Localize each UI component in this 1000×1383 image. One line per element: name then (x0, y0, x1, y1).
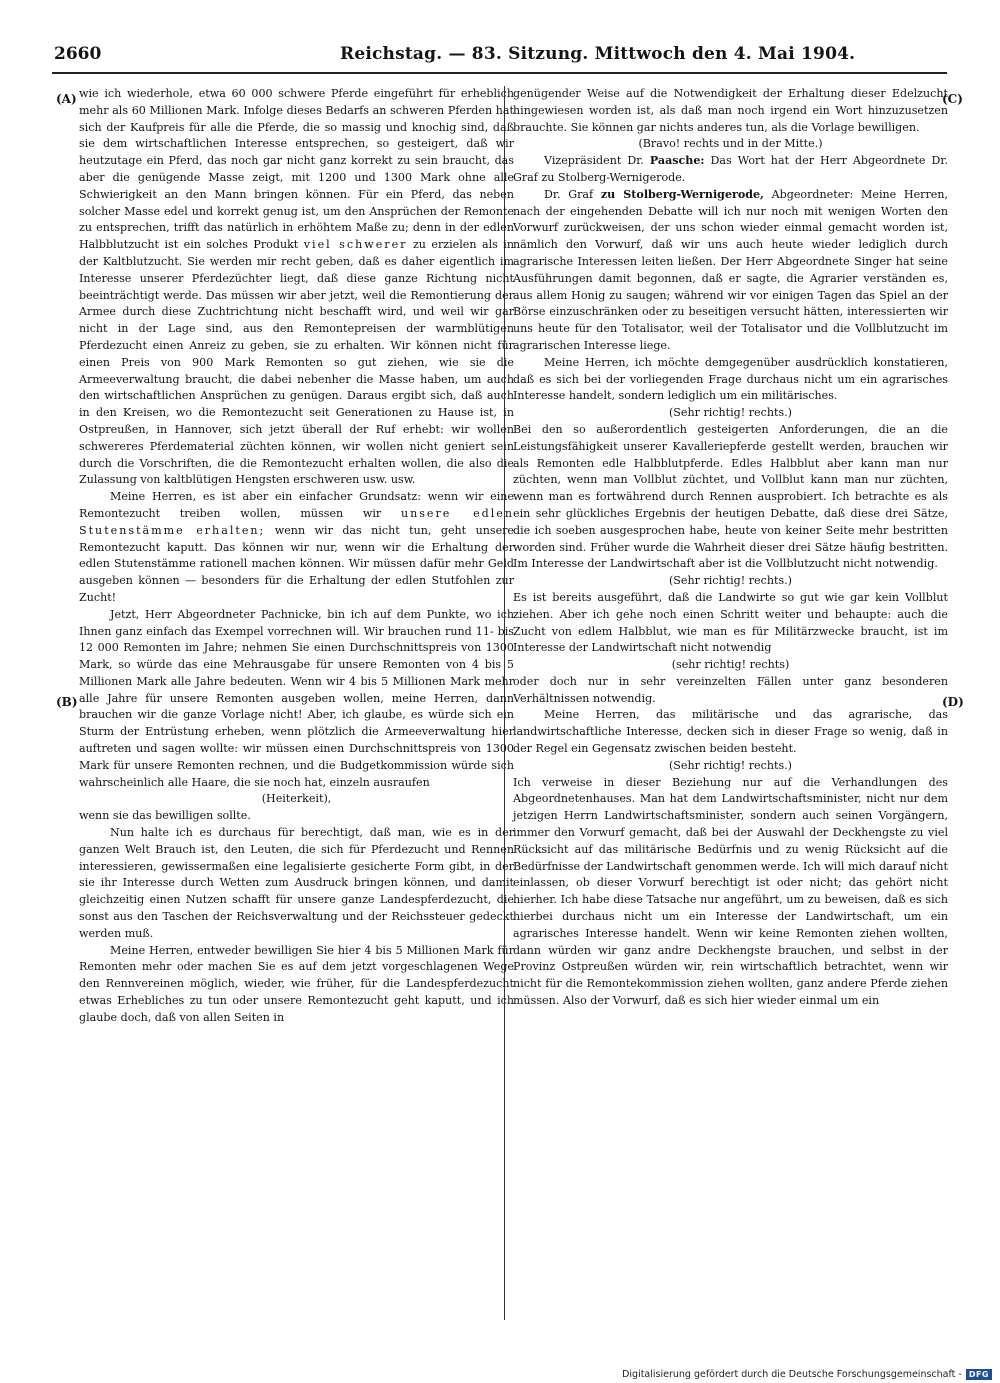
speaker-paragraph: Vizepräsident Dr. Paasche: Das Wort hat der Herr Abgeordnete Dr. Graf zu Stolberg-Wernigerode. (513, 154, 948, 184)
dfg-logo: DFG (966, 1369, 992, 1380)
paragraph: wenn sie das bewilligen sollte. (79, 809, 251, 823)
paragraph: Jetzt, Herr Abgeordneter Pachnicke, bin ich auf dem Punkte, wo ich Ihnen ganz einfach das Exempel vorrechnen will. Wir brauchen rund 11- bis 12 000 Remonten im Jahre; nehmen Sie einen Durchschnittspreis von 1300 Mark, so würde das eine Mehrausgabe für unsere Remonten von 4 bis 5 Millionen Mark alle Jahre bedeuten. Wenn wir 4 bis 5 Millionen Mark mehr alle Jahre für unsere Remonten ausgeben wollen, meine Herren, dann brauchen wir die ganze Vorlage nicht! Aber, ich glaube, es würde sich ein Sturm der Entrüstung erheben, wenn plötzlich die Armeeverwaltung hier auftreten und sagen wollte: wir müssen einen Durchschnittspreis von 1300 Mark für unsere Remonten rechnen, und die Budgetkommission würde sich wahrscheinlich alle Haare, die sie noch hat, einzeln ausraufen (79, 607, 514, 789)
interjection: (Sehr richtig! rechts.) (668, 406, 792, 420)
paragraph: Meine Herren, das militärische und das agrarische, das landwirtschaftliche Interesse, decken sich in dieser Frage so wenig, daß in der Regel ein Gegensatz zwischen beiden besteht. (513, 708, 948, 756)
margin-mark-d: (D) (942, 695, 964, 709)
interjection: (sehr richtig! rechts) (671, 658, 790, 672)
paragraph: Ich verweise in dieser Beziehung nur auf die Verhandlungen des Abgeordnetenhauses. Man hat dem Landwirtschaftsminister, nicht nur dem jetzigen Herrn Landwirtschaftsminister, sondern auch seinen Vorgängern, immer den Vorwurf gemacht, daß bei der Auswahl der Deckhengste zu viel Rücksicht auf das militärische Bedürfnis und zu wenig Rücksicht auf die Bedürfnisse der Landwirtschaft genommen werde. Ich will mich darauf nicht einlassen, ob dieser Vorwurf berechtigt ist oder nicht; das gehört nicht hierher. Ich habe diese Tatsache nur angeführt, um zu beweisen, daß es sich hierbei durchaus nicht um ein Interesse der Landwirtschaft, um ein agrarisches Interesse handelt. Wenn wir keine Remonten ziehen wollten, dann würden wir ganz andre Deckhengste brauchen, und selbst in der Provinz Ostpreußen würden wir, rein wirtschaftlich betrachtet, wenn wir nicht für die Remontekommission ziehen wollten, ganz andere Pferde ziehen müssen. Also der Vorwurf, daß es sich hier wieder einmal um ein (513, 775, 948, 1008)
paragraph: Nun halte ich es durchaus für berechtigt, daß man, wie es in der ganzen Welt Brauch ist, den Leuten, die sich für Pferdezucht und Rennen interessieren, gewissermaßen eine legalisierte gesicherte Form gibt, in der sie ihr Interesse durch Wetten zum Ausdruck bringen können, und damit gleichzeitig einen Nutzen schafft für unsere ganze Landespferdezucht, die sonst aus den Taschen der Reichsverwaltung und der Reichssteuer gedeckt werden muß. (79, 826, 514, 940)
speaker-name: Paasche: (649, 154, 705, 168)
emphasis: unsere edlen Stutenstämme erhalten; (79, 506, 515, 537)
paragraph: Meine Herren, entweder bewilligen Sie hier 4 bis 5 Millionen Mark für Remonten mehr oder machen Sie es auf dem jetzt vorgeschlagenen Wege den Rennvereinen möglich, wieder, wie früher, für die Landespferdezucht etwas Erhebliches zu tun oder unsere Remontezucht geht kaputt, und ich glaube doch, daß von allen Seiten in (79, 943, 514, 1024)
interjection: (Sehr richtig! rechts.) (668, 574, 792, 588)
speaker-name: zu Stolberg-Wernigerode, (600, 187, 764, 201)
header-rule (52, 72, 947, 74)
paragraph: Meine Herren, ich möchte demgegenüber ausdrücklich konstatieren, daß es sich bei der vorliegenden Frage durchaus nicht um ein agrarisches Interesse handelt, sondern lediglich um ein militärisches. (513, 355, 948, 403)
paragraph: genügender Weise auf die Notwendigkeit der Erhaltung dieser Edelzucht hingewiesen worden ist, als daß man noch irgend ein Wort hinzuzusetzen brauchte. Sie können gar nichts anderes tun, als die Vorlage bewilligen. (513, 87, 948, 134)
interjection: (Heiterkeit), (261, 792, 332, 806)
emphasis: viel schwerer (303, 238, 408, 252)
margin-mark-c: (C) (942, 92, 963, 106)
paragraph: Meine Herren, es ist aber ein einfacher Grundsatz: wenn wir eine Remontezucht treiben wollen, müssen wir unsere edlen Stutenstämme erhalten; wenn wir das nicht tun, geht unsere Remontezucht kaputt. Das können wir nur, wenn wir die Erhaltung der edlen Stutenstämme rationell machen können. Wir müssen dafür mehr Geld ausgeben können — besonders für die Erhaltung der edlen Stutfohlen zur Zucht! (79, 490, 515, 604)
paragraph: oder doch nur in sehr vereinzelten Fällen unter ganz besonderen Verhältnissen notwendig. (513, 674, 948, 705)
right-column (513, 86, 948, 1010)
speaker-paragraph: Dr. Graf zu Stolberg-Wernigerode, Abgeordneter: Meine Herren, nach der eingehenden Debatte will ich nur noch mit wenigen Worten den Vorwurf zurückweisen, der uns schon wieder einmal gemacht worden ist, nämlich den Vorwurf, daß wir uns auch heute wieder lediglich durch agrarische Interessen leiten ließen. Der Herr Abgeordnete Singer hat seine Ausführungen damit begonnen, daß er sagte, die Agrarier verständen es, aus allem Honig zu saugen; während wir vor einigen Tagen das Spiel an der Börse einzuschränken oder zu beseitigen versucht hätten, interessierten wir uns heute für den Totalisator, weil der Totalisator und die Vollblutzucht im agrarischen Interesse liege. (513, 187, 949, 352)
paragraph: Es ist bereits ausgeführt, daß die Landwirte so gut wie gar kein Vollblut ziehen. Aber ich gehe noch einen Schritt weiter und behaupte: auch die Zucht von edlem Halbblut, wie man es für Militärzwecke braucht, ist im Interesse der Landwirtschaft nicht notwendig (513, 590, 948, 655)
margin-mark-b: (B) (56, 695, 78, 709)
interjection: (Bravo! rechts und in der Mitte.) (638, 137, 823, 151)
left-column (79, 86, 514, 1027)
paragraph: Bei den so außerordentlich gesteigerten Anforderungen, die an die Leistungsfähigkeit unserer Kavalleriepferde gestellt werden, brauchen wir als Remonten edle Halbblutpferde. Edles Halbblut aber kann man nur züchten, wenn man Vollblut züchtet, und Vollblut kann man nur züchten, wenn man es fortwährend durch Rennen ausprobiert. Ich betrachte es als ein sehr glückliches Ergebnis der heutigen Debatte, daß diese drei Sätze, die ich soeben ausgesprochen habe, heute von keiner Seite mehr bestritten worden sind. Früher wurde die Wahrheit dieser drei Sätze häufig bestritten. Im Interesse der Landwirtschaft aber ist die Vollblutzucht nicht notwendig. (513, 422, 948, 571)
page-header (54, 44, 947, 68)
credit-text: Digitalisierung gefördert durch die Deutsche Forschungsgemeinschaft - (622, 1369, 962, 1380)
digitization-credit (622, 1369, 992, 1380)
paragraph: wie ich wiederhole, etwa 60 000 schwere Pferde eingeführt für erheblich mehr als 60 Millionen Mark. Infolge dieses Bedarfs an schweren Pferden hat sich der Kaufpreis für alle die Pferde, die so massig und knochig sind, daß sie dem wirtschaftlichen Interesse entsprechen, so gesteigert, daß wir heutzutage ein Pferd, das noch gar nicht ganz korrekt zu sein braucht, das aber die genügende Masse zeigt, mit 1200 und 1300 Mark ohne alle Schwierigkeit an den Mann bringen können. Für ein Pferd, das neben solcher Masse edel und korrekt genug ist, um den Ansprüchen der Remonte zu entsprechen, trifft das natürlich in erhöhtem Maße zu; denn in der edlen Halbblutzucht ist ein solches Produkt viel schwerer zu erzielen als in der Kaltblutzucht. Sie werden mir recht geben, daß es daher eigentlich im Interesse unserer Pferdezüchter liegt, daß diese ganze Richtung nicht beeinträchtigt werde. Das müssen wir aber jetzt, weil die Remontierung der Armee durch diese Zuchtrichtung nicht beschafft wird, und weil wir gar nicht in der Lage sind, aus den Remontepreisen der warmblütigen Pferdezucht einen Anreiz zu geben, sie zu erhalten. Wir können nicht für einen Preis von 900 Mark Remonten so gut ziehen, wie sie die Armeeverwaltung braucht, die dabei nebenher die Masse haben, um auch den wirtschaftlichen Ansprüchen zu genügen. Daraus ergibt sich, daß auch in den Kreisen, wo die Remontezucht seit Generationen zu Hause ist, in Ostpreußen, in Hannover, sich jetzt überall der Ruf erhebt: wir wollen schwereres Pferdematerial züchten können, wir wollen nicht geniert sein durch die Vorschriften, die die Remontezucht erhalten wollen, die also die Zulassung von kaltblütigen Hengsten erschweren usw. usw. (79, 87, 515, 487)
page-number: 2660 (54, 44, 102, 64)
running-title: Reichstag. — 83. Sitzung. Mittwoch den 4. Mai 1904. (340, 44, 856, 64)
interjection: (Sehr richtig! rechts.) (668, 758, 792, 772)
margin-mark-a: (A) (56, 92, 77, 106)
